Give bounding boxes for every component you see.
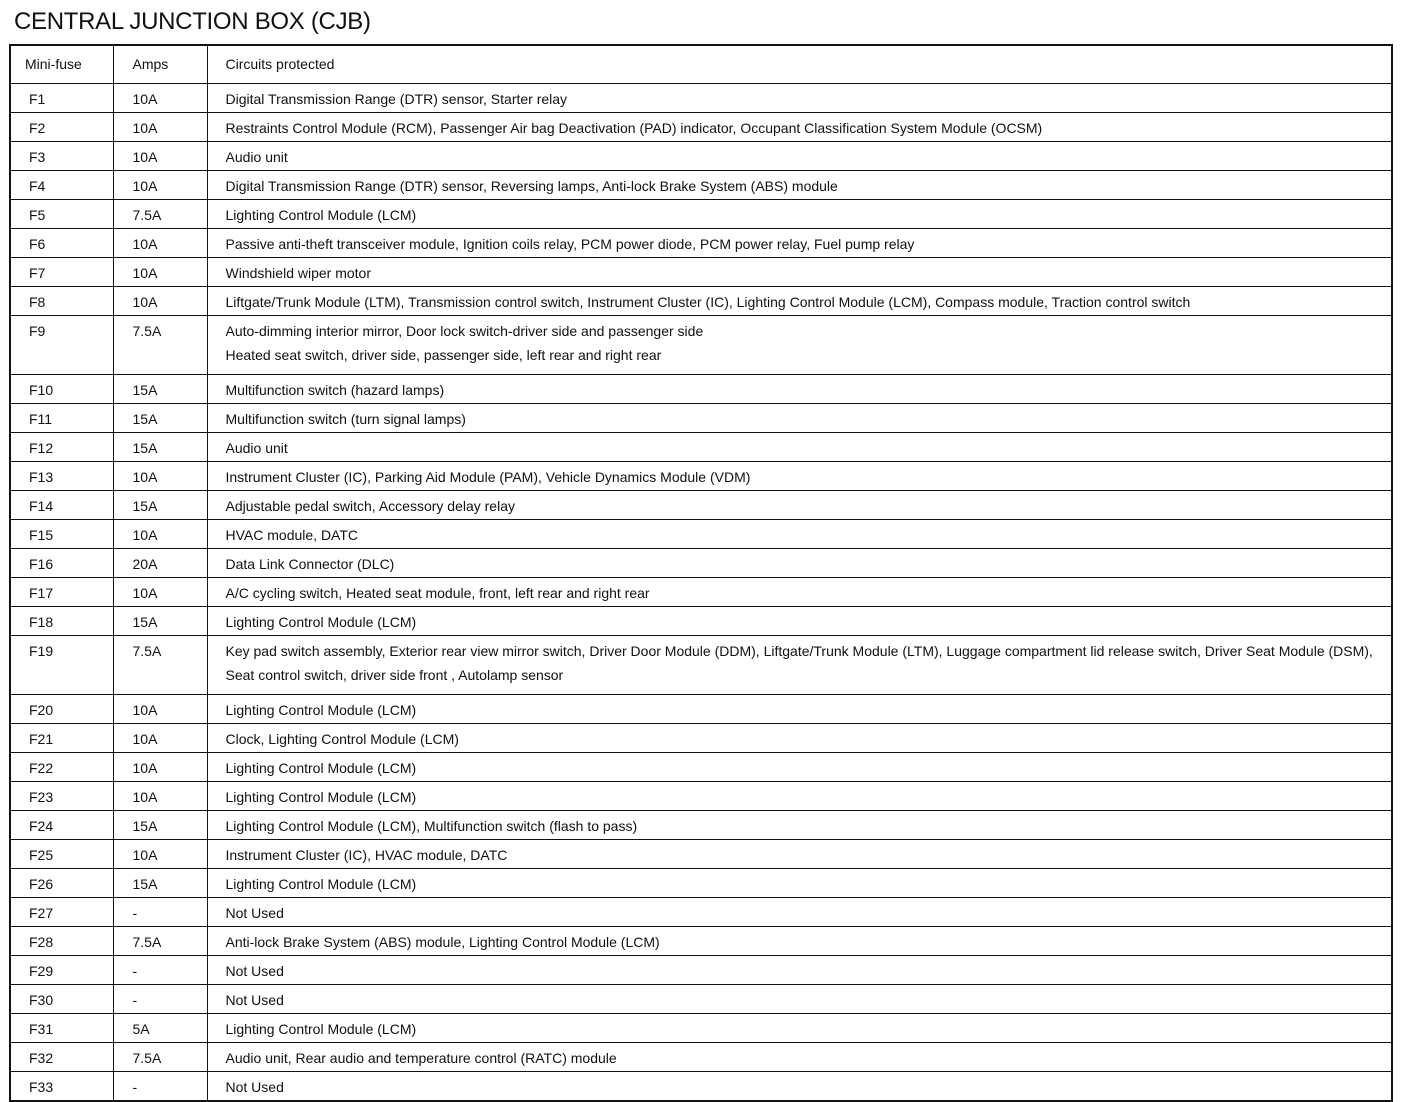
circuit-line: Auto-dimming interior mirror, Door lock switch-driver side and passenger side xyxy=(225,323,704,339)
table-row xyxy=(10,520,1392,549)
header-mini-fuse: Mini-fuse xyxy=(10,45,113,84)
amps-cell: 7.5A xyxy=(113,927,207,956)
fuse-id-cell: F15 xyxy=(10,520,113,549)
amps-cell: 10A xyxy=(113,753,207,782)
table-row xyxy=(10,404,1392,433)
table-row xyxy=(10,316,1392,375)
circuit-line: Multifunction switch (hazard lamps) xyxy=(225,382,445,398)
fuse-id-cell: F28 xyxy=(10,927,113,956)
fuse-id-cell: F7 xyxy=(10,258,113,287)
circuit-line: Not Used xyxy=(225,992,284,1008)
fuse-id-cell: F14 xyxy=(10,491,113,520)
circuit-line: HVAC module, DATC xyxy=(225,527,359,543)
circuits-cell xyxy=(207,927,1392,956)
table-row xyxy=(10,869,1392,898)
circuit-line: Windshield wiper motor xyxy=(225,265,371,281)
amps-cell: 15A xyxy=(113,375,207,404)
circuits-cell xyxy=(207,1014,1392,1043)
table-row xyxy=(10,811,1392,840)
circuit-line: Multifunction switch (turn signal lamps) xyxy=(225,411,466,427)
table-row xyxy=(10,985,1392,1014)
circuit-line: Instrument Cluster (IC), HVAC module, DATC xyxy=(225,847,508,863)
amps-cell: 7.5A xyxy=(113,316,207,375)
fuse-id-cell: F19 xyxy=(10,636,113,695)
circuits-cell xyxy=(207,869,1392,898)
table-row xyxy=(10,142,1392,171)
amps-cell: 10A xyxy=(113,724,207,753)
fuse-id-cell: F20 xyxy=(10,695,113,724)
circuit-line: Restraints Control Module (RCM), Passenger Air bag Deactivation (PAD) indicator, Occupant Classification System Module (OCSM) xyxy=(225,120,1043,136)
fuse-id-cell: F3 xyxy=(10,142,113,171)
table-body xyxy=(10,84,1392,1102)
circuit-line: Anti-lock Brake System (ABS) module, Lighting Control Module (LCM) xyxy=(225,934,660,950)
fuse-table xyxy=(9,44,1393,1102)
table-row xyxy=(10,927,1392,956)
table-row xyxy=(10,113,1392,142)
circuit-line: Lighting Control Module (LCM) xyxy=(225,702,417,718)
amps-cell: 15A xyxy=(113,607,207,636)
circuit-line: Not Used xyxy=(225,1079,284,1095)
circuit-line: Lighting Control Module (LCM) xyxy=(225,760,417,776)
amps-cell: 7.5A xyxy=(113,1043,207,1072)
fuse-id-cell: F22 xyxy=(10,753,113,782)
fuse-id-cell: F18 xyxy=(10,607,113,636)
table-row xyxy=(10,287,1392,316)
circuits-cell xyxy=(207,753,1392,782)
circuits-cell xyxy=(207,171,1392,200)
circuit-line: Audio unit, Rear audio and temperature control (RATC) module xyxy=(225,1050,617,1066)
table-row xyxy=(10,1043,1392,1072)
fuse-id-cell: F1 xyxy=(10,84,113,113)
table-row xyxy=(10,607,1392,636)
amps-cell: - xyxy=(113,985,207,1014)
fuse-id-cell: F17 xyxy=(10,578,113,607)
fuse-id-cell: F31 xyxy=(10,1014,113,1043)
circuit-line: Instrument Cluster (IC), Parking Aid Module (PAM), Vehicle Dynamics Module (VDM) xyxy=(225,469,751,485)
circuits-cell xyxy=(207,811,1392,840)
circuit-line: Audio unit xyxy=(225,440,288,456)
circuits-cell xyxy=(207,520,1392,549)
circuits-cell xyxy=(207,985,1392,1014)
table-row xyxy=(10,956,1392,985)
circuit-line: A/C cycling switch, Heated seat module, front, left rear and right rear xyxy=(225,585,650,601)
amps-cell: 10A xyxy=(113,229,207,258)
circuits-cell xyxy=(207,695,1392,724)
circuits-cell xyxy=(207,724,1392,753)
amps-cell: 5A xyxy=(113,1014,207,1043)
amps-cell: 20A xyxy=(113,549,207,578)
fuse-id-cell: F13 xyxy=(10,462,113,491)
fuse-id-cell: F6 xyxy=(10,229,113,258)
table-row xyxy=(10,1072,1392,1102)
circuit-line: Not Used xyxy=(225,905,284,921)
amps-cell: 10A xyxy=(113,258,207,287)
table-row xyxy=(10,375,1392,404)
table-row xyxy=(10,724,1392,753)
circuit-line: Lighting Control Module (LCM) xyxy=(225,614,417,630)
fuse-id-cell: F27 xyxy=(10,898,113,927)
table-row xyxy=(10,258,1392,287)
table-row xyxy=(10,578,1392,607)
circuits-cell xyxy=(207,433,1392,462)
amps-cell: 10A xyxy=(113,578,207,607)
circuits-cell xyxy=(207,840,1392,869)
amps-cell: 15A xyxy=(113,404,207,433)
circuits-cell xyxy=(207,549,1392,578)
table-row xyxy=(10,433,1392,462)
table-row xyxy=(10,229,1392,258)
amps-cell: 7.5A xyxy=(113,200,207,229)
circuits-cell xyxy=(207,956,1392,985)
fuse-id-cell: F25 xyxy=(10,840,113,869)
amps-cell: 15A xyxy=(113,869,207,898)
circuits-cell xyxy=(207,1072,1392,1102)
table-row xyxy=(10,898,1392,927)
fuse-id-cell: F2 xyxy=(10,113,113,142)
table-row xyxy=(10,1014,1392,1043)
fuse-id-cell: F9 xyxy=(10,316,113,375)
table-row xyxy=(10,782,1392,811)
circuit-line: Not Used xyxy=(225,963,284,979)
table-row xyxy=(10,84,1392,113)
circuits-cell xyxy=(207,607,1392,636)
fuse-id-cell: F5 xyxy=(10,200,113,229)
table-row xyxy=(10,549,1392,578)
circuit-line: Audio unit xyxy=(225,149,288,165)
table-row xyxy=(10,840,1392,869)
circuit-line: Clock, Lighting Control Module (LCM) xyxy=(225,731,459,747)
amps-cell: - xyxy=(113,1072,207,1102)
circuits-cell xyxy=(207,287,1392,316)
amps-cell: 15A xyxy=(113,433,207,462)
fuse-id-cell: F11 xyxy=(10,404,113,433)
amps-cell: 15A xyxy=(113,491,207,520)
fuse-id-cell: F12 xyxy=(10,433,113,462)
table-row xyxy=(10,171,1392,200)
amps-cell: - xyxy=(113,956,207,985)
amps-cell: 10A xyxy=(113,287,207,316)
circuit-line: Adjustable pedal switch, Accessory delay relay xyxy=(225,498,515,514)
fuse-id-cell: F8 xyxy=(10,287,113,316)
amps-cell: 10A xyxy=(113,84,207,113)
circuits-cell xyxy=(207,782,1392,811)
circuit-line: Seat control switch, driver side front , Autolamp sensor xyxy=(225,667,564,683)
circuits-cell xyxy=(207,229,1392,258)
table-row xyxy=(10,753,1392,782)
amps-cell: 10A xyxy=(113,520,207,549)
circuits-cell xyxy=(207,258,1392,287)
amps-cell: 10A xyxy=(113,782,207,811)
header-amps: Amps xyxy=(113,45,207,84)
circuits-cell xyxy=(207,462,1392,491)
circuits-cell xyxy=(207,578,1392,607)
circuit-line: Lighting Control Module (LCM), Multifunction switch (flash to pass) xyxy=(225,818,638,834)
fuse-id-cell: F33 xyxy=(10,1072,113,1102)
circuit-line: Digital Transmission Range (DTR) sensor, Starter relay xyxy=(225,91,568,107)
circuit-line: Lighting Control Module (LCM) xyxy=(225,1021,417,1037)
header-circuits-protected: Circuits protected xyxy=(207,45,1392,84)
table-row xyxy=(10,200,1392,229)
fuse-id-cell: F30 xyxy=(10,985,113,1014)
fuse-id-cell: F23 xyxy=(10,782,113,811)
amps-cell: 10A xyxy=(113,142,207,171)
circuits-cell xyxy=(207,898,1392,927)
table-row xyxy=(10,695,1392,724)
circuits-cell xyxy=(207,1043,1392,1072)
table-row xyxy=(10,462,1392,491)
circuit-line: Lighting Control Module (LCM) xyxy=(225,789,417,805)
amps-cell: 7.5A xyxy=(113,636,207,695)
fuse-id-cell: F32 xyxy=(10,1043,113,1072)
circuit-line: Liftgate/Trunk Module (LTM), Transmission control switch, Instrument Cluster (IC), Lighting Control Module (LCM), Compass module, Traction control switch xyxy=(225,294,1191,310)
fuse-id-cell: F4 xyxy=(10,171,113,200)
circuits-cell xyxy=(207,142,1392,171)
circuit-line: Data Link Connector (DLC) xyxy=(225,556,395,572)
amps-cell: 10A xyxy=(113,171,207,200)
amps-cell: - xyxy=(113,898,207,927)
circuit-line: Passive anti-theft transceiver module, Ignition coils relay, PCM power diode, PCM power relay, Fuel pump relay xyxy=(225,236,915,252)
header-row xyxy=(10,45,1392,84)
table-row xyxy=(10,491,1392,520)
amps-cell: 10A xyxy=(113,113,207,142)
fuse-id-cell: F16 xyxy=(10,549,113,578)
circuits-cell xyxy=(207,113,1392,142)
circuits-cell xyxy=(207,375,1392,404)
page-title: CENTRAL JUNCTION BOX (CJB) xyxy=(14,8,371,35)
circuits-cell xyxy=(207,491,1392,520)
fuse-id-cell: F24 xyxy=(10,811,113,840)
circuit-line: Lighting Control Module (LCM) xyxy=(225,876,417,892)
circuits-cell xyxy=(207,636,1392,695)
amps-cell: 10A xyxy=(113,695,207,724)
fuse-id-cell: F10 xyxy=(10,375,113,404)
fuse-id-cell: F21 xyxy=(10,724,113,753)
fuse-id-cell: F29 xyxy=(10,956,113,985)
circuit-line: Heated seat switch, driver side, passenger side, left rear and right rear xyxy=(225,347,662,363)
circuit-line: Key pad switch assembly, Exterior rear view mirror switch, Driver Door Module (DDM), Liftgate/Trunk Module (LTM), Luggage compartment lid release switch, Driver Seat Module (DSM), xyxy=(225,643,1373,659)
amps-cell: 15A xyxy=(113,811,207,840)
table-row xyxy=(10,636,1392,695)
circuit-line: Lighting Control Module (LCM) xyxy=(225,207,417,223)
circuits-cell xyxy=(207,84,1392,113)
amps-cell: 10A xyxy=(113,840,207,869)
circuits-cell xyxy=(207,404,1392,433)
circuits-cell xyxy=(207,316,1392,375)
fuse-id-cell: F26 xyxy=(10,869,113,898)
circuit-line: Digital Transmission Range (DTR) sensor, Reversing lamps, Anti-lock Brake System (ABS) module xyxy=(225,178,838,194)
table-header xyxy=(10,45,1392,84)
amps-cell: 10A xyxy=(113,462,207,491)
circuits-cell xyxy=(207,200,1392,229)
